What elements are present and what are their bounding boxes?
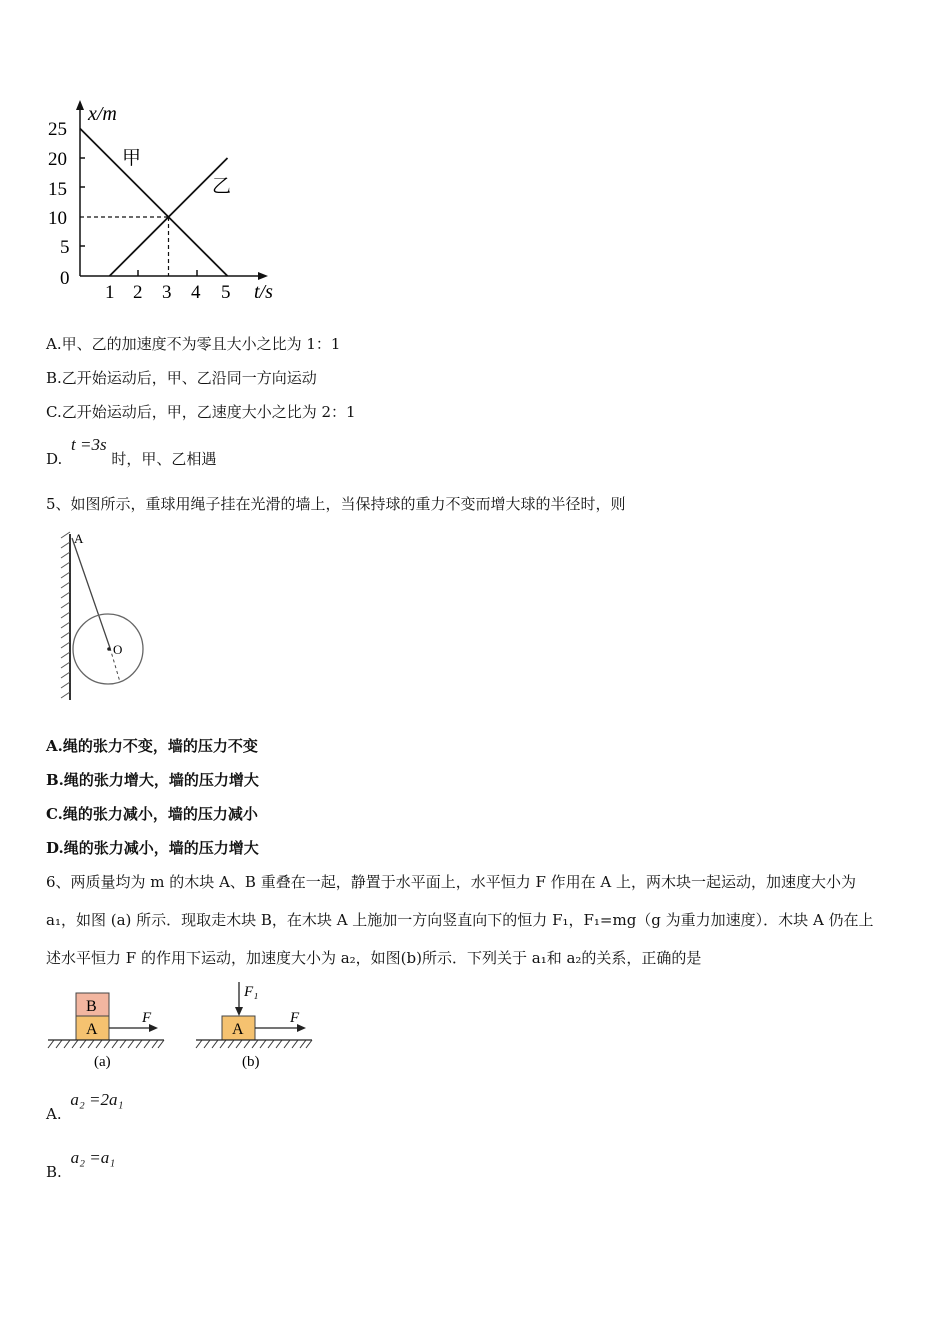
block-a-label: A [232,1021,244,1038]
q4-option-a: A.甲、乙的加速度不为零且大小之比为 1：1 [46,335,341,353]
q4-option-d [46,436,216,470]
series-label-yi: 乙 [212,176,232,197]
q6-stem-line-1: 6、两质量均为 m 的木块 A、B 重叠在一起，静置于水平面上，水平恒力 F 作用在 A 上，两木块一起运动，加速度大小为 [46,873,857,891]
q5-option-a: A.绳的张力不变，墙的压力不变 [46,737,258,755]
q4-option-d-text: 时，甲、乙相遇 [111,450,217,468]
force-f-label: F [290,1010,300,1026]
figure-b-caption: (b) [242,1054,260,1070]
ground-hatching [196,1040,312,1048]
y-axis-label: x/m [88,103,117,125]
q5-stem: 5、如图所示，重球用绳子挂在光滑的墙上，当保持球的重力不变而增大球的半径时，则 [46,495,626,513]
x-tick-label: 5 [221,282,231,303]
y-tick-label: 5 [60,237,70,258]
force-f1-arrowhead [235,1007,243,1016]
q6-option-a-formula: a₂ =2a₁ [70,1090,124,1109]
point-label-o: O [113,642,123,657]
wall-hatching [61,532,70,698]
force-f1-label: F₁ [244,984,259,1000]
q6-option-a [46,1090,123,1126]
figure-a-caption: (a) [94,1054,111,1070]
q6-option-b-prefix: B. [46,1163,62,1181]
x-tick-label: 1 [105,282,115,303]
y-axis-arrow [76,100,84,110]
q6-option-b [46,1148,115,1184]
ground-hatching [48,1040,164,1048]
point-label-a: A [74,531,84,546]
y-tick-label: 0 [60,268,70,289]
q4-option-b: B.乙开始运动后，甲、乙沿同一方向运动 [46,369,317,387]
x-tick-label: 4 [191,282,201,303]
ball-center-dot [107,647,111,651]
x-tick-label: 2 [133,282,143,303]
y-tick-label: 25 [48,119,67,140]
figure-a [44,988,170,1072]
x-axis-label: t/s [254,281,273,303]
q5-option-b: B.绳的张力增大，墙的压力增大 [46,771,259,789]
q5-option-c: C.绳的张力减小，墙的压力减小 [46,805,258,823]
q4-option-c: C.乙开始运动后，甲，乙速度大小之比为 2：1 [46,403,356,421]
y-tick-label: 20 [48,149,67,170]
q4-option-d-formula: t =3s [71,435,107,454]
q4-option-d-prefix: D. [46,450,63,468]
x-t-graph [40,96,290,308]
series-label-jia: 甲 [122,148,142,169]
q5-option-d: D.绳的张力减小，墙的压力增大 [46,839,259,857]
q6-stem-line-2: a₁，如图 (a) 所示．现取走木块 B，在木块 A 上施加一方向竖直向下的恒力 F₁，F₁=mg（g 为重力加速度）．木块 A 仍在上 [46,911,874,929]
y-tick-label: 10 [48,208,67,229]
hanging-ball-figure [56,528,156,706]
block-a-label: A [86,1021,98,1038]
q6-option-a-prefix: A. [46,1105,62,1123]
force-f-label: F [142,1010,152,1026]
x-tick-label: 3 [162,282,172,303]
series-line-jia [80,129,228,277]
x-axis-arrow [258,272,268,280]
block-b-label: B [86,998,97,1015]
q6-option-b-formula: a₂ =a₁ [70,1148,116,1167]
figure-b [192,978,318,1072]
y-tick-label: 15 [48,179,67,200]
q6-stem-line-3: 述水平恒力 F 的作用下运动，加速度大小为 a₂，如图(b)所示．下列关于 a₁和 a₂的关系，正确的是 [46,949,702,967]
